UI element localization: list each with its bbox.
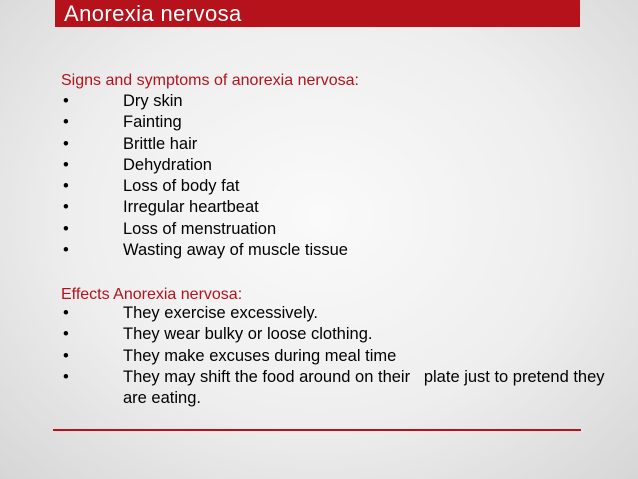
signs-bullet-list [61, 91, 348, 261]
list-item-text: Brittle hair [123, 134, 198, 153]
bullet-icon: • [63, 325, 69, 344]
list-item [61, 91, 348, 112]
list-item-text: Loss of menstruation [123, 219, 277, 238]
list-item-text: Dehydration [123, 155, 212, 174]
effects-section-heading: Effects Anorexia nervosa: [61, 286, 243, 303]
bullet-icon: • [63, 346, 69, 365]
bullet-icon: • [63, 304, 69, 322]
bullet-icon: • [63, 92, 69, 110]
list-item [61, 346, 613, 367]
list-item [61, 303, 613, 324]
bottom-divider [53, 429, 581, 431]
list-item-text: They may shift the food around on their plate just to pretend they are eating. [123, 367, 610, 408]
list-item [61, 367, 613, 410]
signs-section-heading: Signs and symptoms of anorexia nervosa: [61, 72, 359, 89]
list-item [61, 240, 348, 261]
bullet-icon: • [63, 367, 69, 386]
bullet-icon: • [63, 198, 69, 217]
bullet-icon: • [63, 241, 69, 260]
list-item [61, 112, 348, 133]
list-item [61, 176, 348, 197]
list-item-text: Wasting away of muscle tissue [123, 241, 348, 260]
slide-title: Anorexia nervosa [64, 1, 242, 26]
list-item-text: They wear bulky or loose clothing. [123, 325, 373, 344]
list-item [61, 155, 348, 176]
list-item [61, 134, 348, 155]
bullet-icon: • [63, 219, 69, 238]
list-item [61, 219, 348, 240]
bullet-icon: • [63, 113, 69, 132]
list-item-text: Loss of body fat [123, 177, 240, 196]
list-item-text: They make excuses during meal time [123, 346, 397, 365]
effects-bullet-list [61, 303, 613, 409]
bullet-icon: • [63, 177, 69, 196]
bullet-icon: • [63, 134, 69, 153]
list-item [61, 197, 348, 218]
list-item-text: Fainting [123, 113, 182, 132]
list-item-text: Dry skin [123, 92, 183, 110]
title-bar [55, 0, 580, 27]
list-item-text: They exercise excessively. [123, 304, 319, 322]
list-item [61, 324, 613, 345]
bullet-icon: • [63, 155, 69, 174]
list-item-text: Irregular heartbeat [123, 198, 259, 217]
